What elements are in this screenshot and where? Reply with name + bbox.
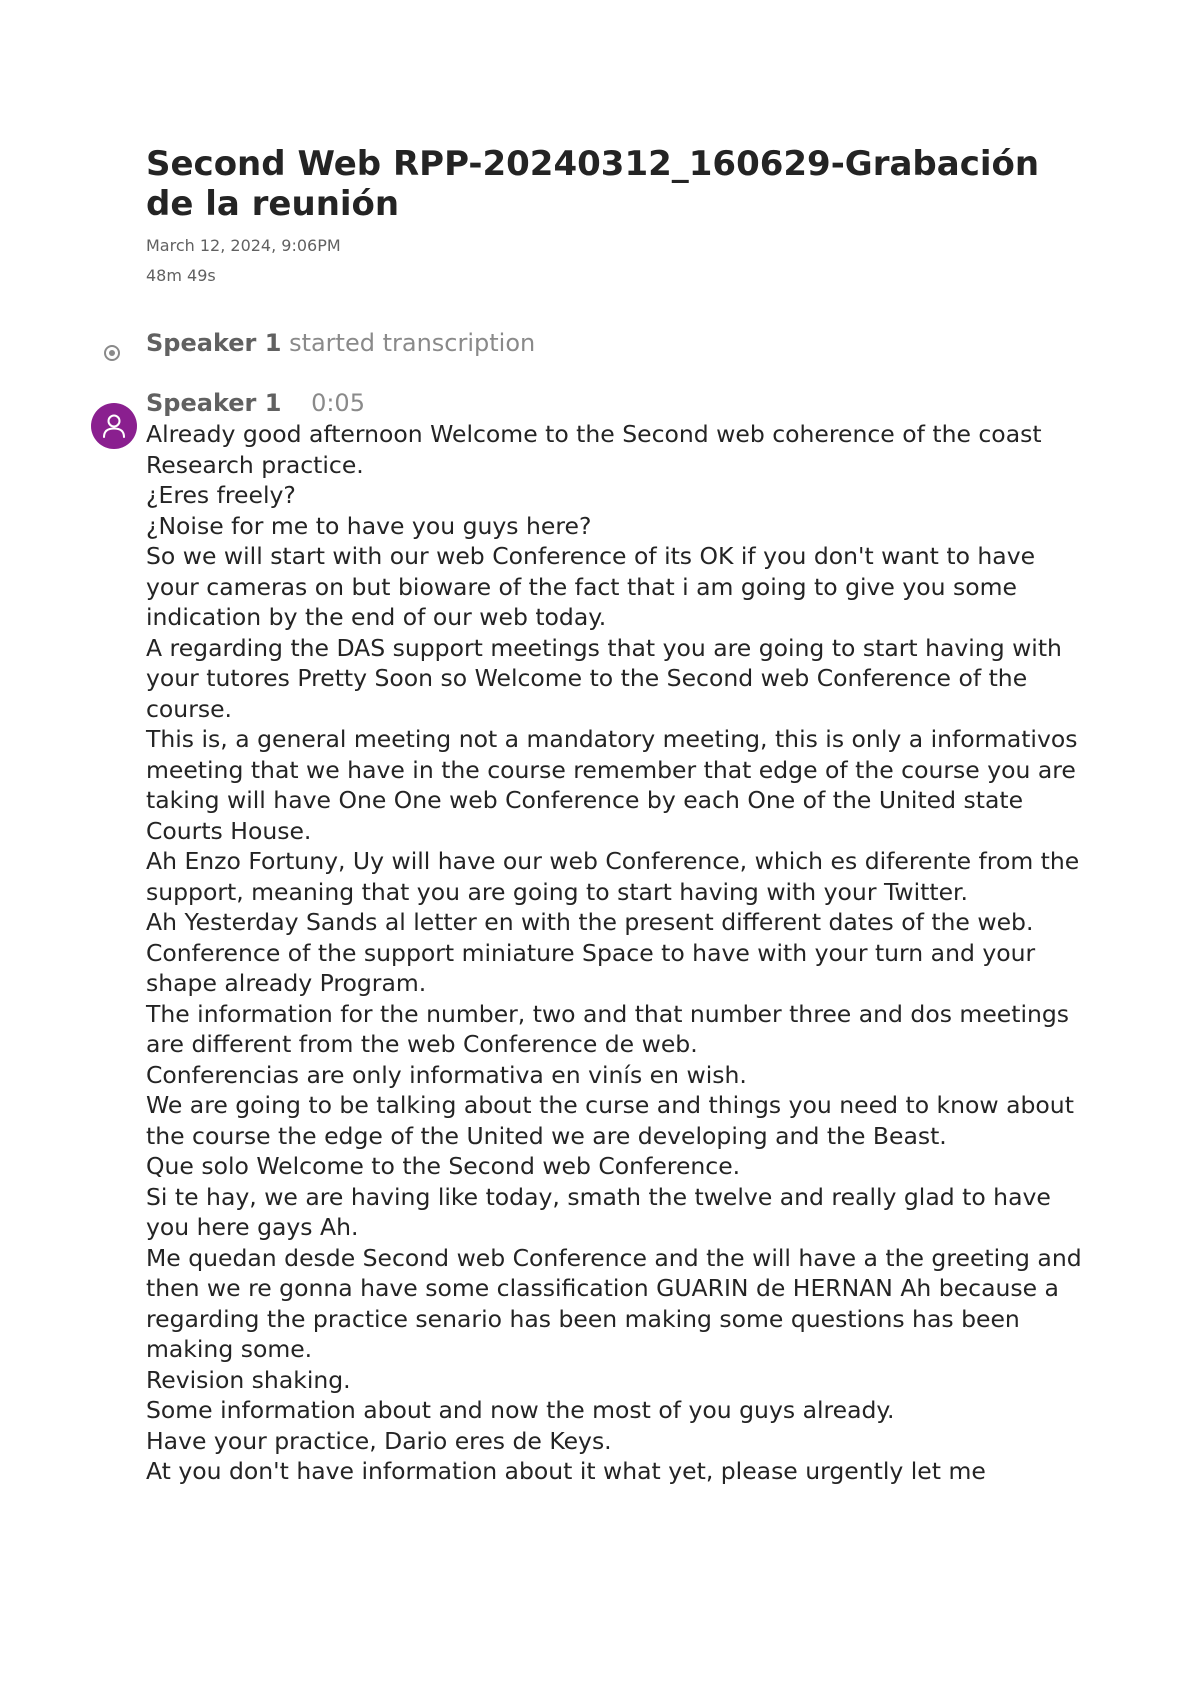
transcript-line: Si te hay, we are having like today, smath the twelve and really glad to have you here gays Ah. (146, 1182, 1051, 1241)
speaker-avatar (91, 403, 137, 449)
transcript-line: Ah Yesterday Sands al letter en with the present different dates of the web. (146, 908, 1034, 936)
entry-header (146, 388, 365, 418)
entry-timestamp: 0:05 (311, 389, 365, 417)
transcript-line: At you don't have information about it what yet, please urgently let me (146, 1457, 986, 1485)
transcription-started-event (146, 328, 535, 358)
transcript-line: We are going to be talking about the curse and things you need to know about the course the edge of the United we are developing and the Beast. (146, 1091, 1074, 1150)
transcript-line: This is, a general meeting not a mandatory meeting, this is only a informativos meeting that we have in the course remember that edge of the course you are taking will have One One web Conference by each One of the United state Courts House. (146, 725, 1078, 845)
document-title: Second Web RPP-20240312_160629-Grabación de la reunión (146, 144, 1040, 224)
transcript-line: Revision shaking. (146, 1365, 351, 1394)
transcript-line: Conferencias are only informativa en vinís en wish. (146, 1060, 747, 1089)
transcript-line: So we will start with our web Conference of its OK if you don't want to have your cameras on but bioware of the fact that i am going to give you some indication by the end of our web today. (146, 542, 1036, 631)
transcript-line: Some information about and now the most of you guys already. (146, 1396, 895, 1424)
transcript-lines (146, 419, 1086, 1487)
recording-duration: 48m 49s (146, 266, 216, 285)
transcript-line: The information for the number, two and that number three and dos meetings are different from the web Conference de web. (146, 999, 1070, 1058)
transcript-line: Conference of the support miniature Space to have with your turn and your shape already Program. (146, 938, 1036, 997)
transcript-line: Me quedan desde Second web Conference and the will have a the greeting and then we re gonna have some classification GUARIN de HERNAN Ah because a regarding the practice senario has been making some questions has been making some. (146, 1243, 1082, 1363)
transcript-line: ¿Eres freely? (146, 481, 296, 509)
speaker-name: Speaker 1 (146, 389, 282, 417)
event-speaker-name: Speaker 1 (146, 329, 282, 357)
transcript-line: Que solo Welcome to the Second web Conference. (146, 1152, 741, 1180)
transcript-line: ¿Noise for me to have you guys here? (146, 511, 592, 540)
transcript-line: Already good afternoon Welcome to the Second web coherence of the coast Research practice. (146, 420, 1042, 479)
transcript-line: A regarding the DAS support meetings that you are going to start having with your tutores Pretty Soon so Welcome to the Second web Conference of the course. (146, 633, 1062, 723)
event-text: started transcription (289, 329, 536, 357)
recording-date: March 12, 2024, 9:06PM (146, 236, 341, 255)
transcript-line: Ah Enzo Fortuny, Uy will have our web Conference, which es diferente from the support, meaning that you are going to start having with your Twitter. (146, 847, 1080, 906)
transcript-line: Have your practice, Dario eres de Keys. (146, 1426, 612, 1455)
record-icon (104, 345, 120, 361)
person-icon (102, 413, 126, 439)
